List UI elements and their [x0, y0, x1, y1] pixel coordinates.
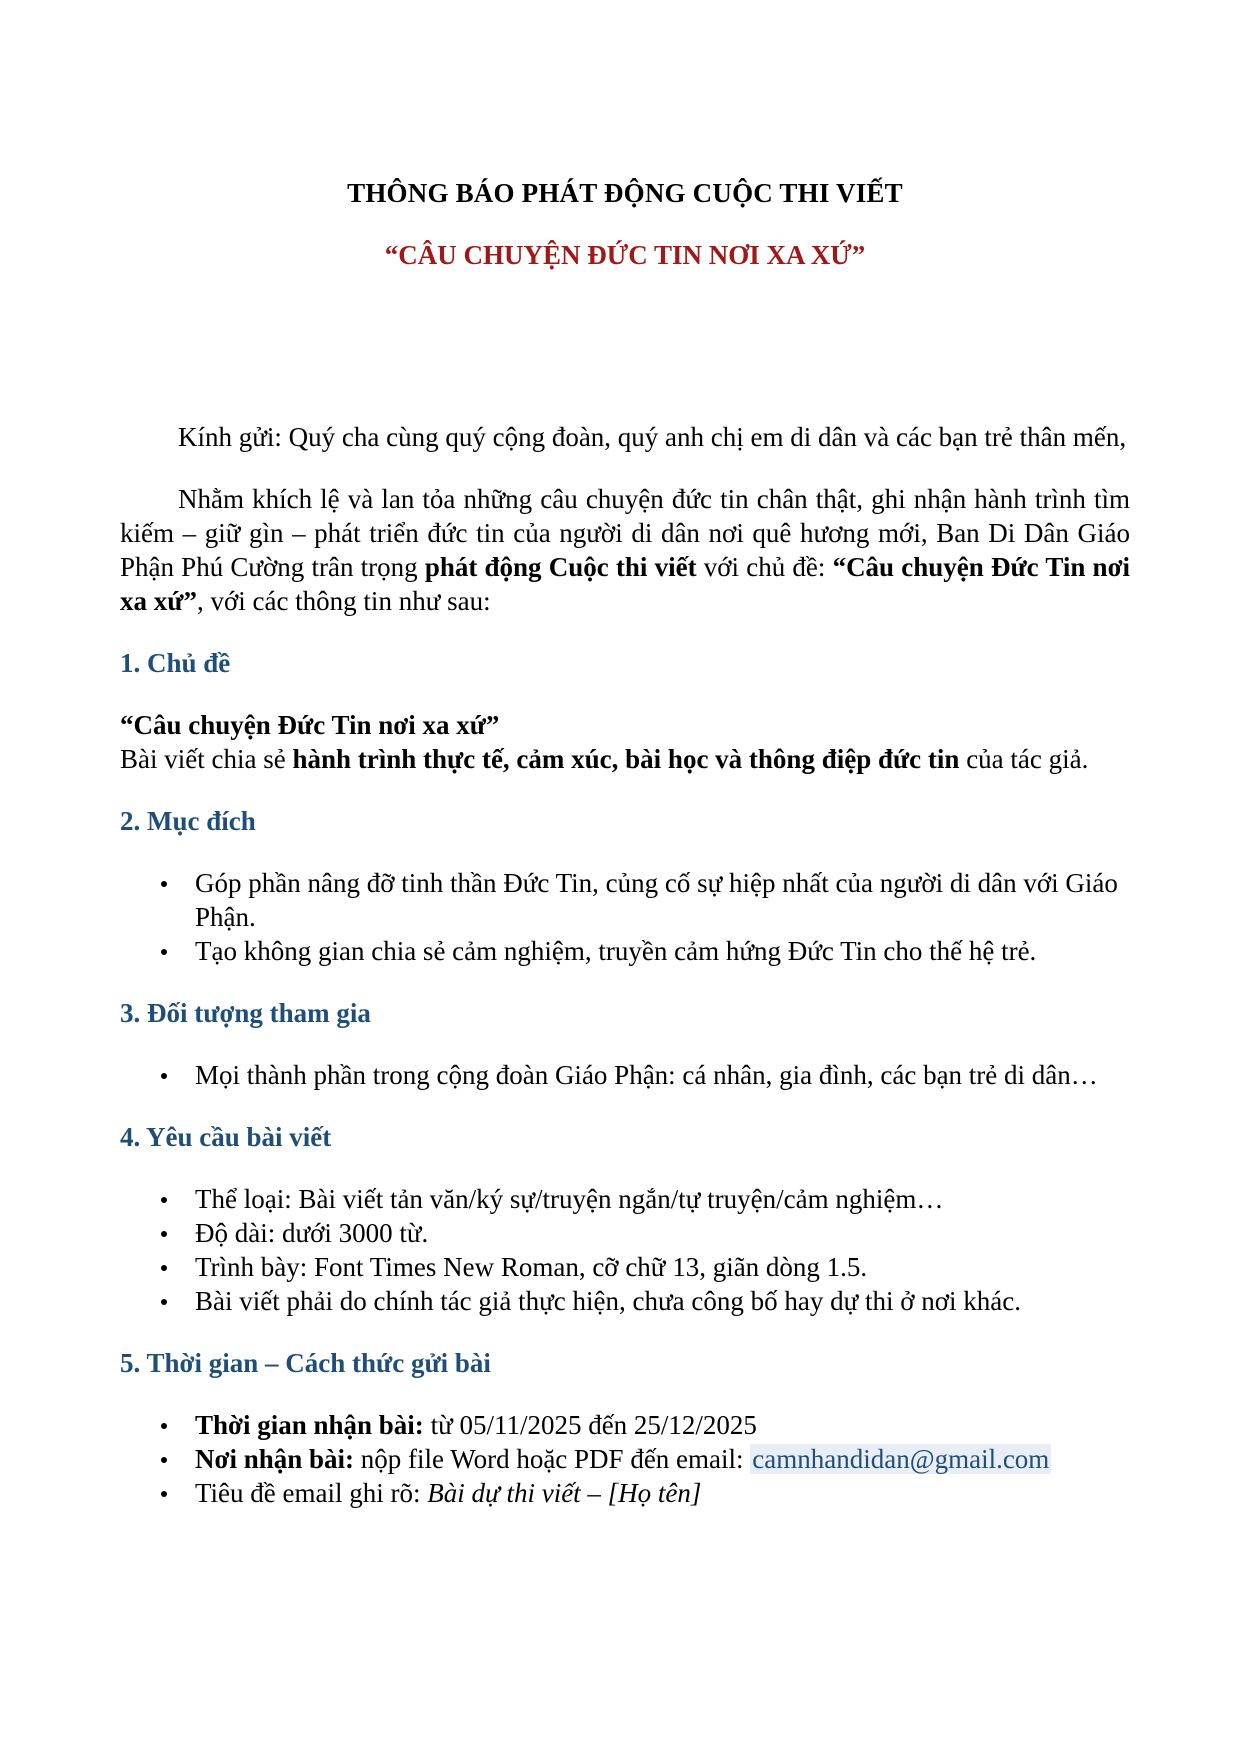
theme-desc-bold: hành trình thực tế, cảm xúc, bài học và thông điệp đức tin — [292, 744, 960, 774]
participants-list — [120, 1058, 1130, 1092]
submission-time-label: Thời gian nhận bài: — [195, 1410, 424, 1440]
intro-bold-2: “Câu chuyện Đức Tin nơi xa xứ” — [120, 552, 1131, 616]
intro-text-2: với chủ đề: — [696, 552, 833, 582]
section-heading-theme: 1. Chủ đề — [120, 648, 231, 678]
section-heading-submission: 5. Thời gian – Cách thức gửi bài — [120, 1348, 491, 1378]
theme-description — [120, 742, 1130, 776]
list-item: Trình bày: Font Times New Roman, cỡ chữ 13, giãn dòng 1.5. — [195, 1250, 1130, 1284]
requirements-list — [120, 1182, 1130, 1318]
contest-name: “CÂU CHUYỆN ĐỨC TIN NƠI XA XỨ” — [384, 240, 866, 270]
submission-place — [195, 1442, 1130, 1476]
theme-desc-2: của tác giả. — [959, 744, 1089, 774]
document-title: THÔNG BÁO PHÁT ĐỘNG CUỘC THI VIẾT — [347, 178, 903, 208]
intro-text-1: Nhằm khích lệ và lan tỏa những câu chuyện đức tin chân thật, ghi nhận hành trình tìm kiếm – giữ gìn – phát triển đức tin của người di dân nơi quê hương mới, Ban Di Dân Giáo Phận Phú Cường trân trọng — [120, 484, 1130, 582]
greeting: Kính gửi: Quý cha cùng quý cộng đoàn, quý anh chị em di dân và các bạn trẻ thân mến, — [178, 422, 1127, 452]
theme-title-text: “Câu chuyện Đức Tin nơi xa xứ” — [120, 710, 500, 740]
purpose-list — [120, 866, 1130, 968]
list-item: Góp phần nâng đỡ tinh thần Đức Tin, củng cố sự hiệp nhất của người di dân với Giáo Phận. — [195, 866, 1130, 934]
intro-bold-1: phát động Cuộc thi viết — [424, 552, 697, 582]
list-item: Tạo không gian chia sẻ cảm nghiệm, truyền cảm hứng Đức Tin cho thế hệ trẻ. — [195, 934, 1130, 968]
intro-text-3: , với các thông tin như sau: — [196, 586, 491, 616]
list-item: Thể loại: Bài viết tản văn/ký sự/truyện ngắn/tự truyện/cảm nghiệm… — [195, 1182, 1130, 1216]
section-heading-purpose: 2. Mục đích — [120, 806, 256, 836]
intro-paragraph — [120, 482, 1130, 618]
section-heading-participants: 3. Đối tượng tham gia — [120, 998, 371, 1028]
document-page — [120, 0, 1130, 1755]
section-heading-requirements: 4. Yêu cầu bài viết — [120, 1122, 332, 1152]
list-item: Bài viết phải do chính tác giả thực hiện, chưa công bố hay dự thi ở nơi khác. — [195, 1284, 1130, 1318]
submission-place-label: Nơi nhận bài: — [195, 1444, 355, 1474]
submission-subject-text: Tiêu đề email ghi rõ: — [195, 1478, 428, 1508]
submission-list — [120, 1408, 1130, 1510]
submission-subject-italic: Bài dự thi viết – [Họ tên] — [427, 1478, 702, 1508]
email-link[interactable]: camnhandidan@gmail.com — [752, 1444, 1050, 1474]
submission-place-value: nộp file Word hoặc PDF đến email: — [354, 1444, 751, 1474]
submission-time-value: từ 05/11/2025 đến 25/12/2025 — [423, 1410, 757, 1440]
list-item: Độ dài: dưới 3000 từ. — [195, 1216, 1130, 1250]
submission-time — [195, 1408, 1130, 1442]
list-item: Mọi thành phần trong cộng đoàn Giáo Phận: cá nhân, gia đình, các bạn trẻ di dân… — [195, 1058, 1130, 1092]
theme-desc-1: Bài viết chia sẻ — [120, 744, 293, 774]
submission-subject — [195, 1476, 1130, 1510]
theme-title — [120, 708, 1130, 742]
document-body — [120, 420, 1130, 1510]
